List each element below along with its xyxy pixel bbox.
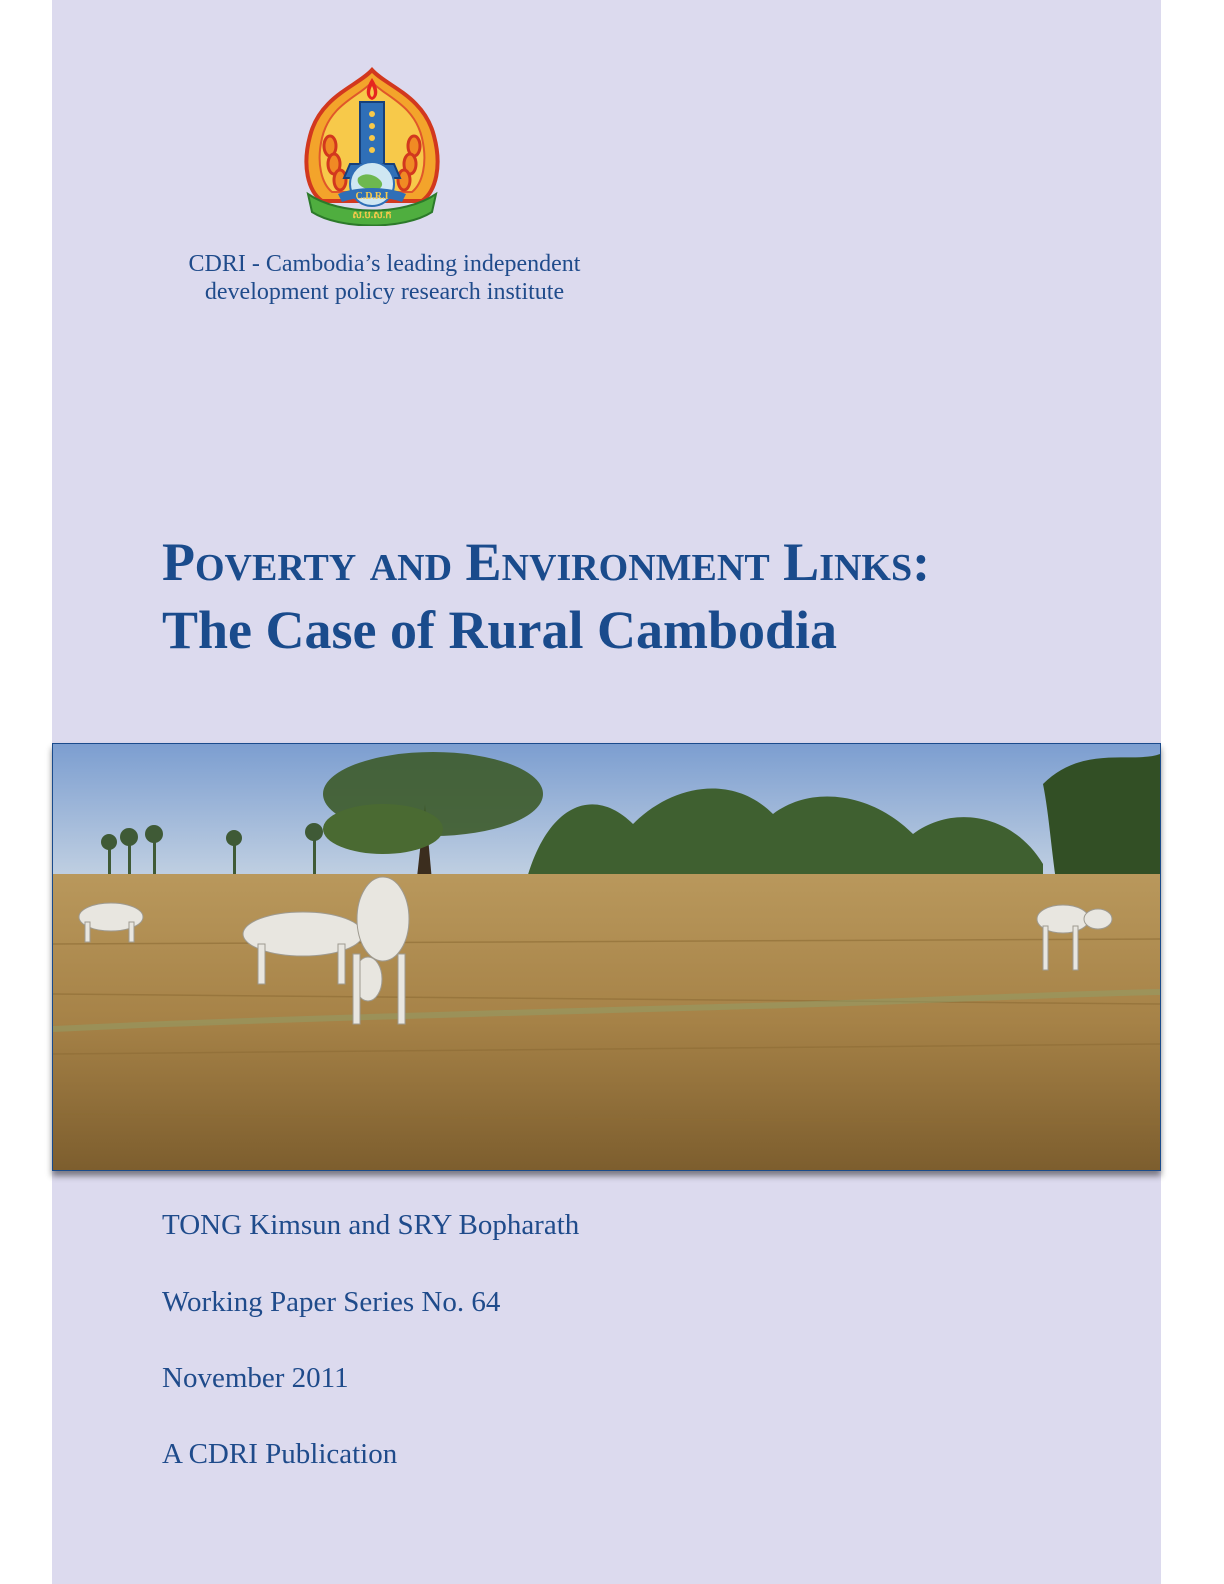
cover-page: [52, 0, 1161, 1584]
tagline-line-2: development policy research institute: [204, 279, 565, 305]
cdri-emblem-icon: [300, 66, 445, 226]
title-line-2: The Case of Rural Cambodia: [162, 600, 838, 660]
grazing-cattle-field-photo: [52, 743, 1161, 1171]
svg-text:ស.ប.ស.ក: ស.ប.ស.ក: [352, 210, 392, 221]
publisher-tagline: [162, 250, 607, 306]
publication-note: A CDRI Publication: [162, 1438, 398, 1470]
tagline-line-1: CDRI - Cambodia’s leading independent: [188, 251, 581, 277]
document-title: [162, 528, 1142, 664]
svg-text:C.D.R.I: C.D.R.I: [355, 191, 389, 202]
authors: TONG Kimsun and SRY Bopharath: [162, 1209, 580, 1241]
title-line-1: Poverty and Environment Links:: [162, 532, 931, 592]
publication-date: November 2011: [162, 1362, 349, 1394]
series-number: Working Paper Series No. 64: [162, 1286, 501, 1318]
